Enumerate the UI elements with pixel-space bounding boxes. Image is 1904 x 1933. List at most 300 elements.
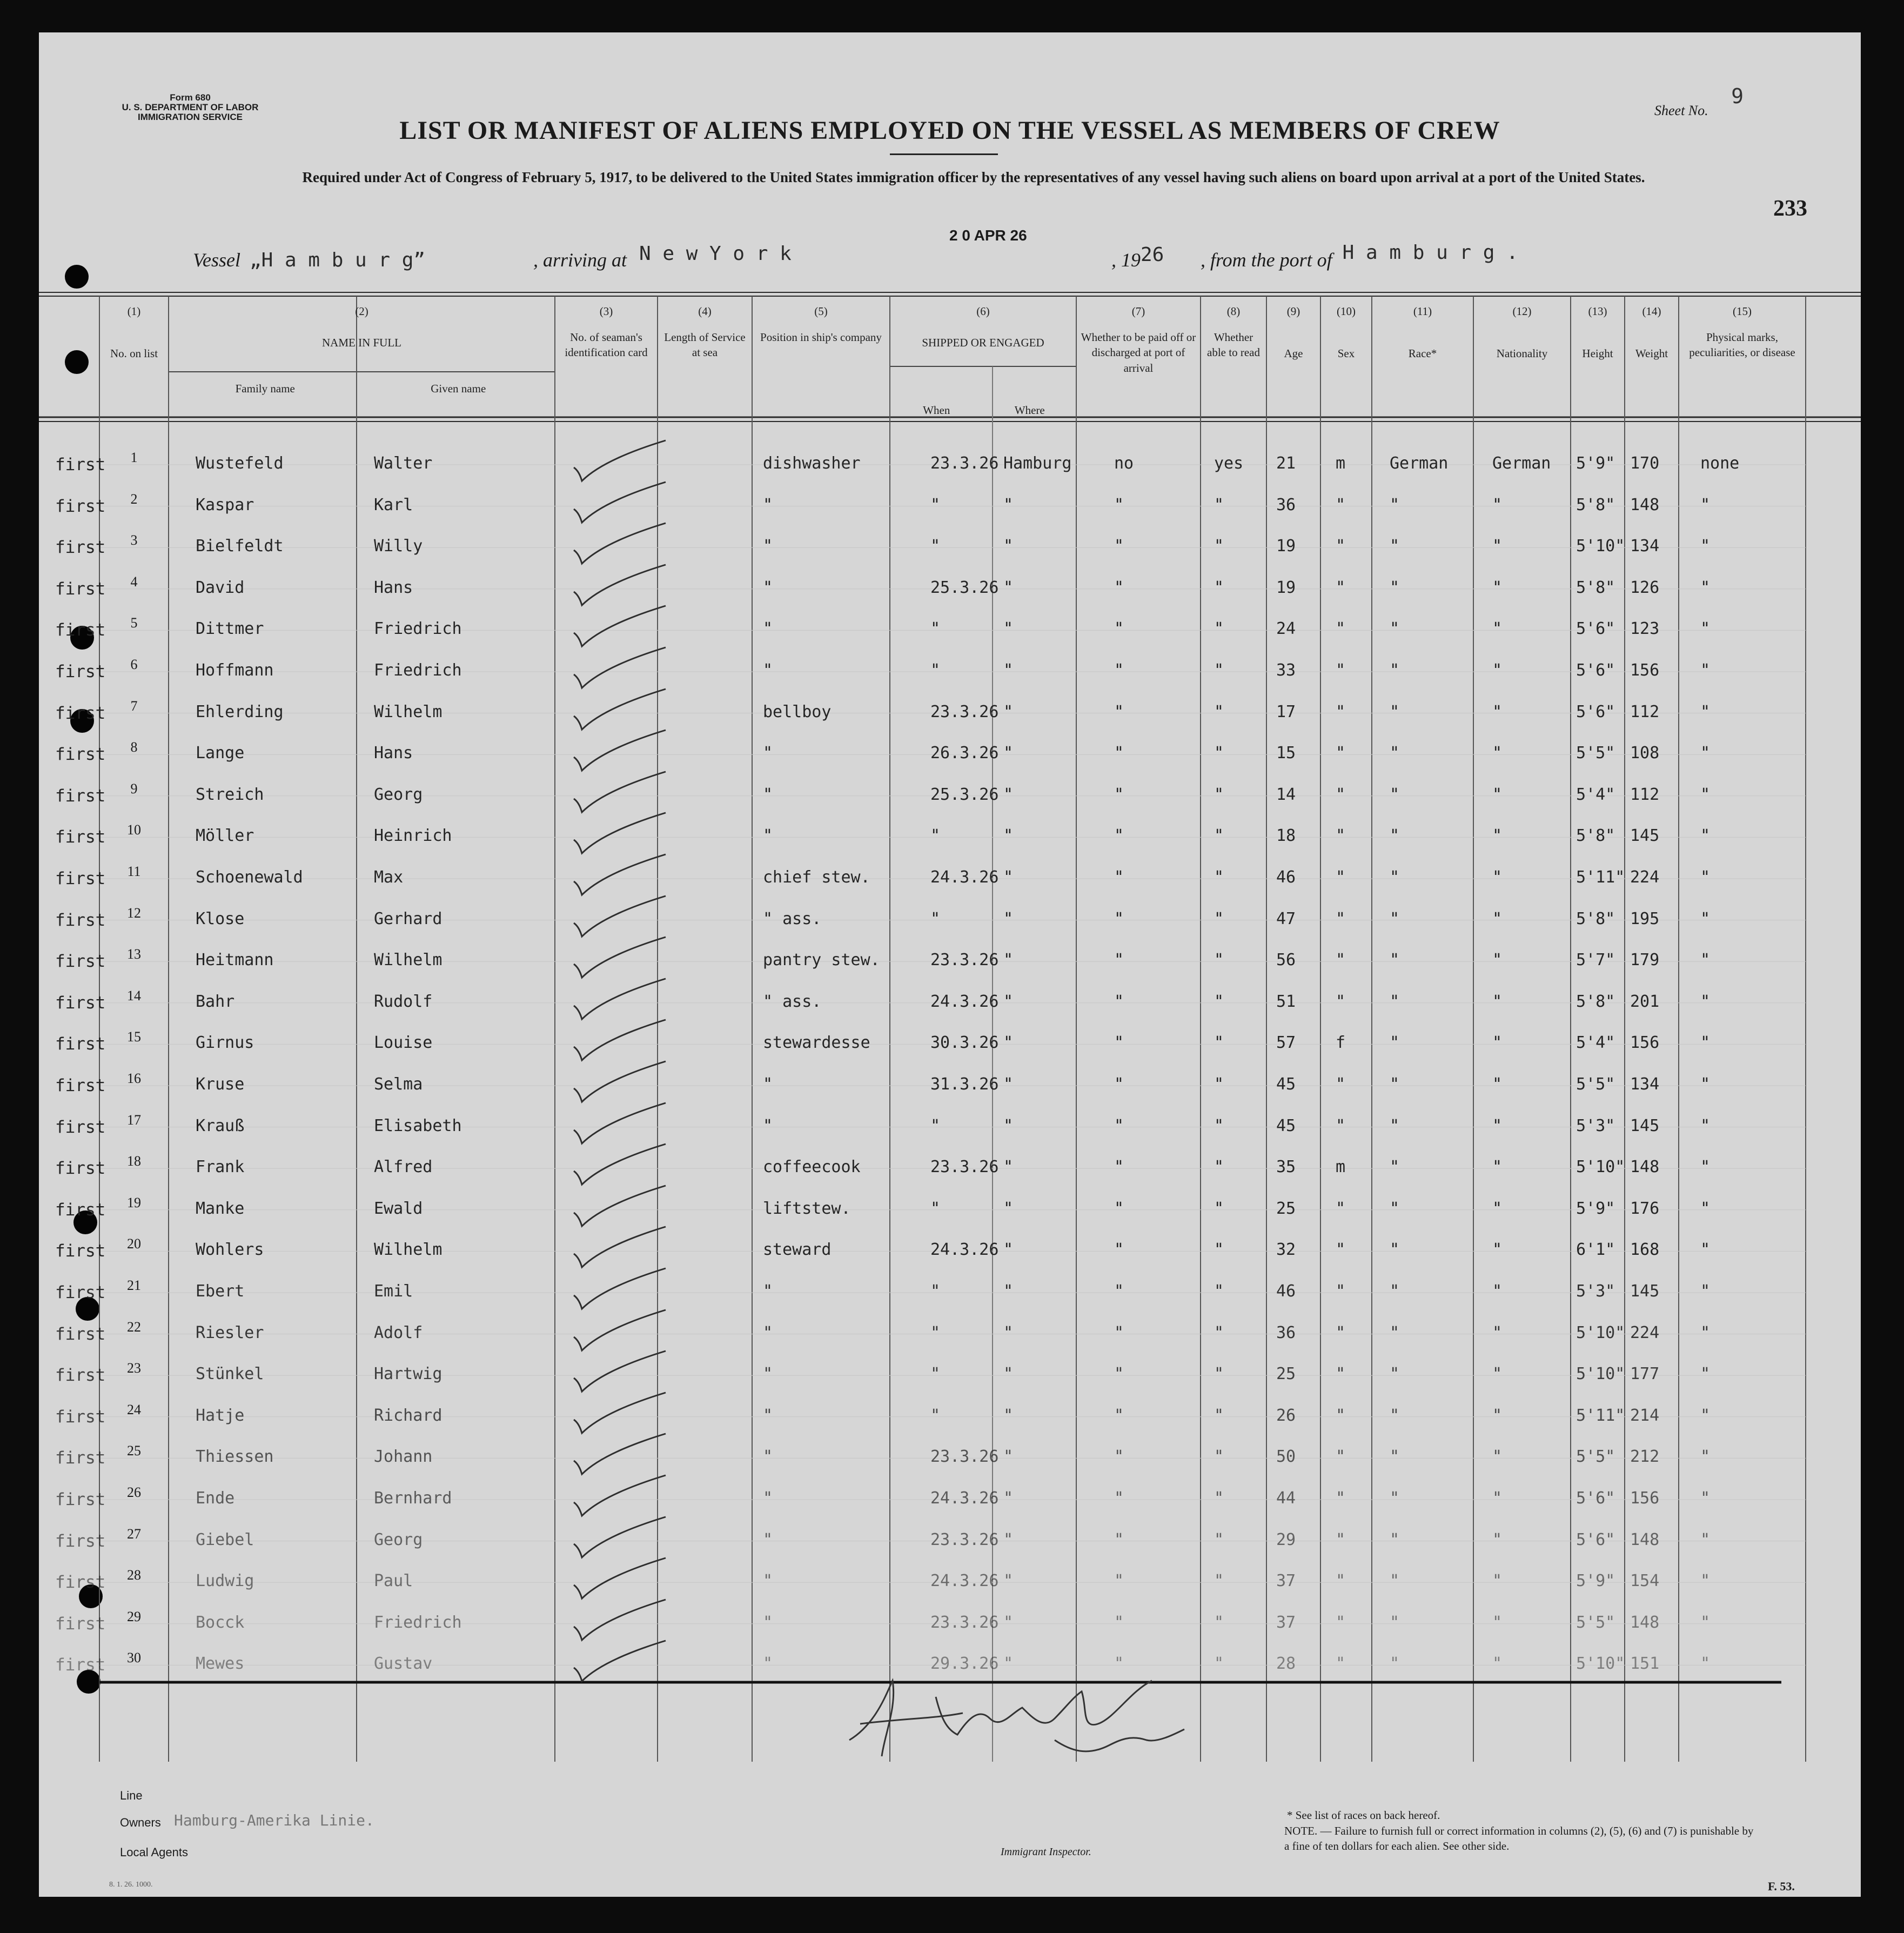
race-cell: " bbox=[1390, 619, 1400, 639]
shipped-where-cell: " bbox=[1003, 1158, 1014, 1177]
paid-off-cell: " bbox=[1114, 1365, 1124, 1384]
shipped-where-cell: " bbox=[1003, 1116, 1014, 1135]
given-name-cell: Wilhelm bbox=[374, 702, 443, 721]
paid-off-cell: " bbox=[1114, 495, 1124, 514]
shipped-when-cell: " bbox=[930, 909, 941, 928]
given-name-cell: Elisabeth bbox=[374, 1116, 462, 1135]
shipped-where-cell: " bbox=[1003, 537, 1014, 556]
column-header: Whether to be paid off or discharged at port of arrival bbox=[1081, 331, 1196, 374]
weight-cell: 177 bbox=[1630, 1365, 1660, 1384]
print-code: 8. 1. 26. 1000. bbox=[109, 1881, 153, 1889]
physical-marks-cell: " bbox=[1700, 578, 1711, 597]
class-cell: first bbox=[55, 1076, 106, 1095]
physical-marks-cell: " bbox=[1700, 1323, 1711, 1342]
shipped-when-cell: " bbox=[930, 619, 941, 639]
class-cell: first bbox=[55, 827, 106, 847]
family-name-cell: Lange bbox=[196, 744, 245, 763]
age-cell: 32 bbox=[1276, 1240, 1296, 1260]
sex-cell: " bbox=[1336, 1199, 1346, 1218]
sex-cell: " bbox=[1336, 1116, 1346, 1135]
shipped-when-cell: " bbox=[930, 1199, 941, 1218]
shipped-when-cell: 26.3.26 bbox=[930, 744, 999, 763]
able-to-read-cell: " bbox=[1214, 1323, 1224, 1342]
row-number: 2 bbox=[130, 491, 138, 507]
nationality-cell: " bbox=[1492, 619, 1503, 639]
family-name-cell: Möller bbox=[196, 826, 254, 846]
family-name-cell: Riesler bbox=[196, 1323, 264, 1342]
shipped-when-cell: 23.3.26 bbox=[930, 1613, 999, 1632]
age-cell: 24 bbox=[1276, 619, 1296, 639]
weight-cell: 214 bbox=[1630, 1406, 1660, 1425]
class-cell: first bbox=[55, 1324, 106, 1344]
shipped-when-cell: 23.3.26 bbox=[930, 1158, 999, 1177]
race-cell: " bbox=[1390, 1654, 1400, 1674]
family-name-cell: Ende bbox=[196, 1489, 235, 1508]
column-number: (8) bbox=[1226, 305, 1241, 318]
position-cell: stewardesse bbox=[763, 1033, 870, 1053]
age-cell: 18 bbox=[1276, 826, 1296, 846]
shipped-where-cell: " bbox=[1003, 1613, 1014, 1632]
able-to-read-cell: " bbox=[1214, 1199, 1224, 1218]
shipped-where-cell: " bbox=[1003, 744, 1014, 763]
family-name-cell: Manke bbox=[196, 1199, 245, 1218]
row-number: 26 bbox=[127, 1484, 141, 1500]
age-cell: 44 bbox=[1276, 1489, 1296, 1508]
family-name-cell: Giebel bbox=[196, 1530, 254, 1549]
sex-cell: " bbox=[1336, 826, 1346, 846]
sex-cell: " bbox=[1336, 951, 1346, 970]
column-number: (11) bbox=[1413, 305, 1432, 318]
height-cell: 5'8" bbox=[1576, 495, 1615, 514]
voyage-line bbox=[193, 249, 425, 271]
race-cell: " bbox=[1390, 785, 1400, 804]
column-number: (1) bbox=[127, 305, 141, 318]
class-cell: first bbox=[55, 496, 106, 516]
shipped-where-cell: " bbox=[1003, 992, 1014, 1011]
height-cell: 5'8" bbox=[1576, 826, 1615, 846]
from-port: H a m b u r g . bbox=[1342, 242, 1518, 264]
row-number: 21 bbox=[127, 1277, 141, 1293]
given-name-cell: Rudolf bbox=[374, 992, 433, 1011]
given-name-cell: Johann bbox=[374, 1447, 433, 1467]
shipped-when-cell: " bbox=[930, 1116, 941, 1135]
column-number: (13) bbox=[1588, 305, 1607, 318]
nationality-cell: " bbox=[1492, 1158, 1503, 1177]
position-cell: " bbox=[763, 1116, 773, 1135]
sex-cell: " bbox=[1336, 1447, 1346, 1467]
title-underline bbox=[890, 153, 998, 155]
paid-off-cell: " bbox=[1114, 744, 1124, 763]
owners-label: Owners bbox=[120, 1816, 161, 1829]
age-cell: 25 bbox=[1276, 1199, 1296, 1218]
nationality-cell: " bbox=[1492, 1075, 1503, 1094]
position-cell: bellboy bbox=[763, 702, 832, 721]
height-cell: 5'11" bbox=[1576, 1406, 1625, 1425]
height-cell: 5'5" bbox=[1576, 744, 1615, 763]
check-mark-icon bbox=[571, 1638, 674, 1687]
able-to-read-cell: " bbox=[1214, 1530, 1224, 1549]
able-to-read-cell: " bbox=[1214, 1282, 1224, 1301]
row-number: 30 bbox=[127, 1650, 141, 1666]
year-label: , 19 bbox=[1111, 249, 1141, 271]
family-name-cell: Thiessen bbox=[196, 1447, 274, 1467]
given-name-cell: Hans bbox=[374, 578, 413, 597]
shipped-when-cell: 24.3.26 bbox=[930, 1489, 999, 1508]
paid-off-cell: " bbox=[1114, 868, 1124, 887]
shipped-where-cell: " bbox=[1003, 868, 1014, 887]
able-to-read-cell: " bbox=[1214, 909, 1224, 928]
family-name-cell: Kruse bbox=[196, 1075, 245, 1094]
column-subheader: Family name bbox=[235, 382, 295, 395]
given-name-cell: Georg bbox=[374, 785, 423, 804]
column-header: Nationality bbox=[1496, 347, 1548, 360]
family-name-cell: Schoenewald bbox=[196, 868, 303, 887]
paid-off-cell: " bbox=[1114, 1571, 1124, 1591]
nationality-cell: " bbox=[1492, 785, 1503, 804]
sex-cell: f bbox=[1336, 1033, 1346, 1053]
shipped-when-cell: 24.3.26 bbox=[930, 1240, 999, 1260]
given-name-cell: Walter bbox=[374, 454, 433, 473]
row-number: 14 bbox=[127, 987, 141, 1004]
weight-cell: 112 bbox=[1630, 702, 1660, 721]
column-number: (10) bbox=[1337, 305, 1356, 318]
shipped-where-cell: " bbox=[1003, 578, 1014, 597]
row-number: 3 bbox=[130, 532, 138, 549]
nationality-cell: " bbox=[1492, 1613, 1503, 1632]
column-subheader: When bbox=[923, 404, 950, 417]
class-cell: first bbox=[55, 910, 106, 930]
shipped-when-cell: " bbox=[930, 1365, 941, 1384]
sex-cell: " bbox=[1336, 868, 1346, 887]
weight-cell: 145 bbox=[1630, 1116, 1660, 1135]
height-cell: 5'6" bbox=[1576, 702, 1615, 721]
paid-off-cell: " bbox=[1114, 619, 1124, 639]
sex-cell: " bbox=[1336, 1571, 1346, 1591]
nationality-cell: " bbox=[1492, 1282, 1503, 1301]
vessel-label: Vessel bbox=[193, 249, 240, 271]
able-to-read-cell: " bbox=[1214, 702, 1224, 721]
paid-off-cell: " bbox=[1114, 1406, 1124, 1425]
family-name-cell: Ludwig bbox=[196, 1571, 254, 1591]
sex-cell: " bbox=[1336, 992, 1346, 1011]
weight-cell: 145 bbox=[1630, 826, 1660, 846]
class-cell: first bbox=[55, 703, 106, 723]
paid-off-cell: " bbox=[1114, 1116, 1124, 1135]
height-cell: 5'9" bbox=[1576, 1571, 1615, 1591]
family-name-cell: Bielfeldt bbox=[196, 537, 284, 556]
row-number: 24 bbox=[127, 1401, 141, 1417]
class-cell: first bbox=[55, 745, 106, 765]
family-name-cell: Stünkel bbox=[196, 1365, 264, 1384]
age-cell: 19 bbox=[1276, 578, 1296, 597]
class-cell: first bbox=[55, 993, 106, 1013]
nationality-cell: German bbox=[1492, 454, 1551, 473]
given-name-cell: Wilhelm bbox=[374, 951, 443, 970]
physical-marks-cell: " bbox=[1700, 1613, 1711, 1632]
able-to-read-cell: " bbox=[1214, 495, 1224, 514]
column-number: (15) bbox=[1733, 305, 1752, 318]
form-number: Form 680 bbox=[170, 92, 211, 103]
nationality-cell: " bbox=[1492, 1406, 1503, 1425]
row-number: 16 bbox=[127, 1071, 141, 1086]
arrival-port-line bbox=[533, 243, 792, 271]
shipped-where-cell: " bbox=[1003, 619, 1014, 639]
row-number: 22 bbox=[127, 1319, 141, 1335]
family-name-cell: Wustefeld bbox=[196, 454, 284, 473]
row-number: 11 bbox=[127, 864, 141, 879]
race-cell: German bbox=[1390, 454, 1449, 473]
age-cell: 37 bbox=[1276, 1571, 1296, 1591]
shipped-when-cell: " bbox=[930, 537, 941, 556]
paid-off-cell: " bbox=[1114, 1075, 1124, 1094]
age-cell: 35 bbox=[1276, 1158, 1296, 1177]
position-cell: steward bbox=[763, 1240, 832, 1260]
position-cell: " bbox=[763, 1489, 773, 1508]
race-cell: " bbox=[1390, 1075, 1400, 1094]
paid-off-cell: " bbox=[1114, 992, 1124, 1011]
from-label: , from the port of bbox=[1201, 249, 1332, 271]
row-number: 6 bbox=[130, 657, 138, 672]
class-cell: first bbox=[55, 1490, 106, 1509]
class-cell: first bbox=[55, 1407, 106, 1427]
class-cell: first bbox=[55, 579, 106, 599]
row-number: 23 bbox=[127, 1360, 141, 1376]
height-cell: 5'10" bbox=[1576, 537, 1625, 556]
race-cell: " bbox=[1390, 1033, 1400, 1053]
row-number: 15 bbox=[127, 1029, 141, 1045]
column-number: (14) bbox=[1642, 305, 1661, 318]
able-to-read-cell: " bbox=[1214, 1158, 1224, 1177]
weight-cell: 154 bbox=[1630, 1571, 1660, 1591]
able-to-read-cell: " bbox=[1214, 868, 1224, 887]
column-number: (7) bbox=[1131, 305, 1145, 318]
sex-cell: " bbox=[1336, 1323, 1346, 1342]
family-name-cell: Bocck bbox=[196, 1613, 245, 1632]
physical-marks-cell: " bbox=[1700, 1033, 1711, 1053]
paid-off-cell: " bbox=[1114, 826, 1124, 846]
arrival-port: N e w Y o r k bbox=[639, 243, 792, 265]
races-note: * See list of races on back hereof. bbox=[1287, 1809, 1440, 1822]
line-label: Line bbox=[120, 1789, 143, 1802]
physical-marks-cell: " bbox=[1700, 1654, 1711, 1674]
able-to-read-cell: " bbox=[1214, 1240, 1224, 1260]
sheet-label: Sheet No. bbox=[1654, 103, 1708, 118]
sex-cell: " bbox=[1336, 1240, 1346, 1260]
shipped-where-cell: " bbox=[1003, 785, 1014, 804]
nationality-cell: " bbox=[1492, 951, 1503, 970]
shipped-when-cell: " bbox=[930, 1406, 941, 1425]
class-cell: first bbox=[55, 1366, 106, 1386]
nationality-cell: " bbox=[1492, 1489, 1503, 1508]
shipped-where-cell: " bbox=[1003, 1654, 1014, 1674]
weight-cell: 156 bbox=[1630, 1489, 1660, 1508]
able-to-read-cell: " bbox=[1214, 661, 1224, 680]
requirement-text: Required under Act of Congress of February 5, 1917, to be delivered to the United States immigration officer by the representatives of any vessel having such aliens on board upon arrival at a port of the United States. bbox=[302, 169, 1645, 185]
sex-cell: " bbox=[1336, 537, 1346, 556]
weight-cell: 179 bbox=[1630, 951, 1660, 970]
race-cell: " bbox=[1390, 868, 1400, 887]
row-number: 5 bbox=[130, 615, 138, 631]
race-cell: " bbox=[1390, 1571, 1400, 1591]
family-name-cell: Hoffmann bbox=[196, 661, 274, 680]
shipped-when-cell: " bbox=[930, 495, 941, 514]
column-header: Age bbox=[1284, 347, 1303, 360]
row-number: 4 bbox=[130, 573, 138, 590]
nationality-cell: " bbox=[1492, 578, 1503, 597]
family-name-cell: Heitmann bbox=[196, 951, 274, 970]
column-header: Physical marks, peculiarities, or disease bbox=[1689, 331, 1795, 359]
shipped-when-cell: 24.3.26 bbox=[930, 868, 999, 887]
position-cell: " bbox=[763, 1654, 773, 1674]
paid-off-cell: " bbox=[1114, 702, 1124, 721]
position-cell: " bbox=[763, 1447, 773, 1467]
able-to-read-cell: " bbox=[1214, 951, 1224, 970]
height-cell: 5'5" bbox=[1576, 1075, 1615, 1094]
able-to-read-cell: " bbox=[1214, 1116, 1224, 1135]
physical-marks-cell: " bbox=[1700, 702, 1711, 721]
race-cell: " bbox=[1390, 1282, 1400, 1301]
document-title: LIST OR MANIFEST OF ALIENS EMPLOYED ON THE VESSEL AS MEMBERS OF CREW bbox=[399, 116, 1500, 145]
physical-marks-cell: " bbox=[1700, 661, 1711, 680]
inspector-signature bbox=[828, 1659, 1217, 1773]
given-name-cell: Gerhard bbox=[374, 909, 443, 928]
race-cell: " bbox=[1390, 992, 1400, 1011]
weight-cell: 148 bbox=[1630, 1530, 1660, 1549]
shipped-when-cell: " bbox=[930, 1282, 941, 1301]
able-to-read-cell: " bbox=[1214, 1365, 1224, 1384]
given-name-cell: Hartwig bbox=[374, 1365, 443, 1384]
height-cell: 5'10" bbox=[1576, 1654, 1625, 1674]
shipped-when-cell: 25.3.26 bbox=[930, 785, 999, 804]
able-to-read-cell: " bbox=[1214, 537, 1224, 556]
able-to-read-cell: " bbox=[1214, 1406, 1224, 1425]
shipped-where-cell: " bbox=[1003, 951, 1014, 970]
family-name-cell: Bahr bbox=[196, 992, 235, 1011]
physical-marks-cell: " bbox=[1700, 1116, 1711, 1135]
family-name-cell: David bbox=[196, 578, 245, 597]
shipped-when-cell: 24.3.26 bbox=[930, 992, 999, 1011]
position-cell: " bbox=[763, 495, 773, 514]
inspector-label: Immigrant Inspector. bbox=[1001, 1846, 1091, 1858]
shipped-when-cell: " bbox=[930, 1323, 941, 1342]
age-cell: 28 bbox=[1276, 1654, 1296, 1674]
position-cell: " bbox=[763, 826, 773, 846]
race-cell: " bbox=[1390, 1240, 1400, 1260]
paid-off-cell: " bbox=[1114, 1447, 1124, 1467]
nationality-cell: " bbox=[1492, 868, 1503, 887]
race-cell: " bbox=[1390, 1116, 1400, 1135]
class-cell: first bbox=[55, 662, 106, 681]
nationality-cell: " bbox=[1492, 909, 1503, 928]
family-name-cell: Kaspar bbox=[196, 495, 254, 514]
height-cell: 5'8" bbox=[1576, 909, 1615, 928]
height-cell: 5'3" bbox=[1576, 1282, 1615, 1301]
nationality-cell: " bbox=[1492, 1654, 1503, 1674]
race-cell: " bbox=[1390, 1530, 1400, 1549]
age-cell: 36 bbox=[1276, 1323, 1296, 1342]
shipped-where-cell: " bbox=[1003, 1199, 1014, 1218]
class-cell: first bbox=[55, 1531, 106, 1551]
height-cell: 5'6" bbox=[1576, 1489, 1615, 1508]
given-name-cell: Hans bbox=[374, 744, 413, 763]
weight-cell: 224 bbox=[1630, 868, 1660, 887]
age-cell: 17 bbox=[1276, 702, 1296, 721]
sex-cell: " bbox=[1336, 1282, 1346, 1301]
shipped-where-cell: " bbox=[1003, 826, 1014, 846]
paid-off-cell: " bbox=[1114, 1158, 1124, 1177]
column-header: Height bbox=[1582, 347, 1613, 360]
sex-cell: " bbox=[1336, 1365, 1346, 1384]
paid-off-cell: " bbox=[1114, 1530, 1124, 1549]
weight-cell: 148 bbox=[1630, 1613, 1660, 1632]
column-number: (2) bbox=[355, 305, 368, 318]
year-value: 26 bbox=[1141, 244, 1164, 266]
shipped-where-cell: " bbox=[1003, 1489, 1014, 1508]
shipped-where-cell: " bbox=[1003, 1530, 1014, 1549]
sex-cell: " bbox=[1336, 1613, 1346, 1632]
paid-off-cell: " bbox=[1114, 1489, 1124, 1508]
penalty-note: NOTE. — Failure to furnish full or correct information in columns (2), (5), (6) and (7) is punishable by a fine of ten dollars for each alien. See other side. bbox=[1284, 1824, 1754, 1853]
sex-cell: m bbox=[1336, 454, 1346, 473]
weight-cell: 151 bbox=[1630, 1654, 1660, 1674]
race-cell: " bbox=[1390, 1323, 1400, 1342]
position-cell: " bbox=[763, 744, 773, 763]
given-name-cell: Gustav bbox=[374, 1654, 433, 1674]
height-cell: 5'10" bbox=[1576, 1365, 1625, 1384]
shipped-where-cell: " bbox=[1003, 1447, 1014, 1467]
given-name-cell: Wilhelm bbox=[374, 1240, 443, 1260]
paid-off-cell: " bbox=[1114, 1613, 1124, 1632]
age-cell: 50 bbox=[1276, 1447, 1296, 1467]
shipped-where-cell: " bbox=[1003, 661, 1014, 680]
paid-off-cell: no bbox=[1114, 454, 1134, 473]
physical-marks-cell: " bbox=[1700, 868, 1711, 887]
age-cell: 45 bbox=[1276, 1116, 1296, 1135]
family-name-cell: Krauß bbox=[196, 1116, 245, 1135]
paid-off-cell: " bbox=[1114, 951, 1124, 970]
physical-marks-cell: " bbox=[1700, 992, 1711, 1011]
class-cell: first bbox=[55, 1283, 106, 1302]
weight-cell: 170 bbox=[1630, 454, 1660, 473]
class-cell: first bbox=[55, 1448, 106, 1468]
column-header: No. of seaman's identification card bbox=[565, 331, 648, 359]
race-cell: " bbox=[1390, 702, 1400, 721]
row-number: 25 bbox=[127, 1443, 141, 1459]
age-cell: 14 bbox=[1276, 785, 1296, 804]
class-cell: first bbox=[55, 1655, 106, 1675]
race-cell: " bbox=[1390, 578, 1400, 597]
punch-hole bbox=[65, 265, 89, 289]
manifest-sheet bbox=[39, 32, 1861, 1897]
weight-cell: 123 bbox=[1630, 619, 1660, 639]
given-name-cell: Richard bbox=[374, 1406, 443, 1425]
row-number: 19 bbox=[127, 1194, 141, 1210]
family-name-cell: Ebert bbox=[196, 1282, 245, 1301]
weight-cell: 126 bbox=[1630, 578, 1660, 597]
sex-cell: " bbox=[1336, 1530, 1346, 1549]
age-cell: 15 bbox=[1276, 744, 1296, 763]
given-name-cell: Ewald bbox=[374, 1199, 423, 1218]
given-name-cell: Paul bbox=[374, 1571, 413, 1591]
height-cell: 5'10" bbox=[1576, 1323, 1625, 1342]
able-to-read-cell: " bbox=[1214, 992, 1224, 1011]
physical-marks-cell: " bbox=[1700, 785, 1711, 804]
position-cell: chief stew. bbox=[763, 868, 870, 887]
weight-cell: 156 bbox=[1630, 661, 1660, 680]
paid-off-cell: " bbox=[1114, 785, 1124, 804]
sex-cell: " bbox=[1336, 702, 1346, 721]
class-cell: first bbox=[55, 1614, 106, 1634]
